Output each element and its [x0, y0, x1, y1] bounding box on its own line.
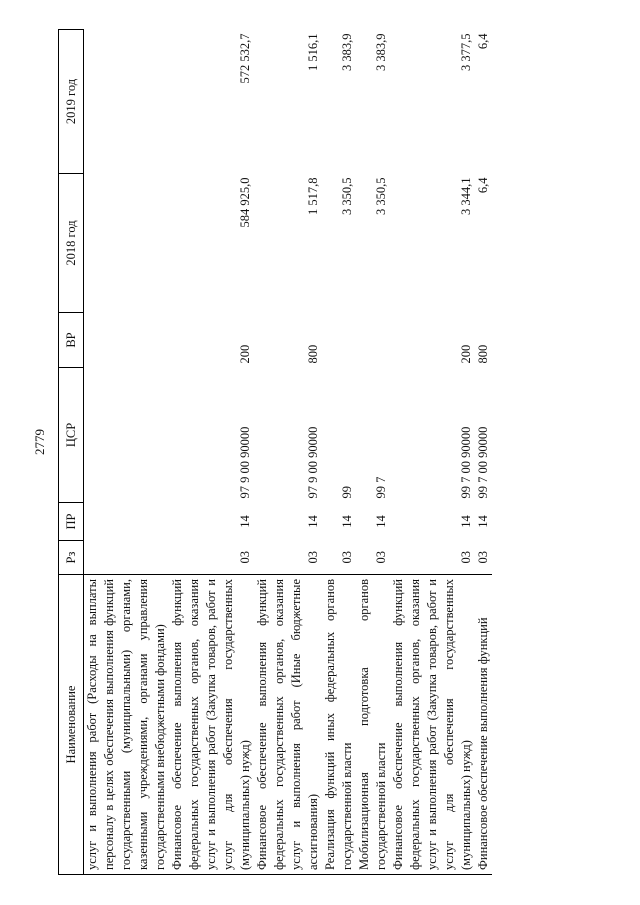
row-rz: 03	[306, 551, 320, 564]
row-csr	[84, 368, 170, 503]
row-rz: 03	[340, 551, 354, 564]
row-csr: 99 7	[374, 476, 388, 499]
row-2018: 6,4	[476, 177, 490, 194]
table-row	[356, 30, 390, 875]
row-pr: 14	[476, 515, 490, 528]
row-2019: 3 377,5	[459, 33, 473, 71]
header-csr: ЦСР	[59, 368, 84, 503]
row-2019: 3 383,9	[340, 33, 354, 71]
row-csr: 99 7 00 90000	[459, 426, 473, 499]
row-name: Финансовое обеспечение выполнения функций	[475, 575, 492, 875]
table-row	[254, 30, 322, 875]
row-vr: 200	[238, 344, 252, 364]
row-csr: 99 7 00 90000	[476, 426, 490, 499]
row-pr: 14	[306, 515, 320, 528]
header-2019: 2019 год	[59, 30, 84, 174]
row-pr: 14	[340, 515, 354, 528]
page-number: 2779	[32, 429, 47, 455]
row-pr: 14	[459, 515, 473, 528]
table-row	[84, 30, 170, 875]
row-2019	[84, 30, 170, 174]
header-pr: ПР	[59, 503, 84, 541]
row-pr	[84, 503, 170, 541]
row-2018: 3 350,5	[340, 177, 354, 215]
row-pr: 14	[374, 515, 388, 528]
row-rz: 03	[374, 551, 388, 564]
row-2019: 6,4	[476, 33, 490, 50]
header-2018: 2018 год	[59, 174, 84, 313]
row-vr	[356, 313, 390, 368]
row-2018: 3 344,1	[459, 177, 473, 215]
table-row	[169, 30, 254, 875]
row-csr: 99	[340, 486, 354, 499]
row-rz	[84, 541, 170, 575]
row-vr: 800	[306, 344, 320, 364]
row-name: Мобилизационная подготовка органов государственной власти	[356, 575, 390, 875]
row-csr: 97 9 00 90000	[306, 426, 320, 499]
budget-table	[58, 29, 492, 875]
row-vr: 800	[476, 344, 490, 364]
row-rz: 03	[459, 551, 473, 564]
row-name: Финансовое обеспечение выполнения функций федеральных государственных органов, оказания услуг и выполнения работ (Закупка товаров, работ и услуг для обеспечения государственных (муниципальных) нужд)	[169, 575, 254, 875]
row-rz: 03	[238, 551, 252, 564]
row-rz: 03	[476, 551, 490, 564]
row-2019: 3 383,9	[374, 33, 388, 71]
row-vr: 200	[459, 344, 473, 364]
row-2019: 572 532,7	[238, 33, 252, 84]
table-row	[390, 30, 475, 875]
row-name: Реализация функций иных федеральных органов государственной власти	[322, 575, 356, 875]
row-2018: 584 925,0	[238, 177, 252, 228]
row-pr: 14	[238, 515, 252, 528]
table-row	[322, 30, 356, 875]
row-vr	[84, 313, 170, 368]
table-header	[59, 30, 84, 875]
row-csr: 97 9 00 90000	[238, 426, 252, 499]
row-2018: 3 350,5	[374, 177, 388, 215]
row-name: услуг и выполнения работ (Расходы на выплаты персоналу в целях обеспечения выполнения функций государственными (муниципальными) органами, казенными учреждениями, органами управления государственными внебюджетными фондами)	[84, 575, 170, 875]
row-2019: 1 516,1	[306, 33, 320, 71]
table-row	[475, 30, 492, 875]
header-vr: ВР	[59, 313, 84, 368]
row-2018	[84, 174, 170, 313]
header-name: Наименование	[59, 575, 84, 875]
header-rz: Рз	[59, 541, 84, 575]
row-2018: 1 517,8	[306, 177, 320, 215]
row-name: Финансовое обеспечение выполнения функций федеральных государственных органов, оказания услуг и выполнения работ (Иные бюджетные ассигнования)	[254, 575, 322, 875]
rotated-table-container	[58, 30, 598, 875]
row-name: Финансовое обеспечение выполнения функций федеральных государственных органов, оказания услуг и выполнения работ (Закупка товаров, работ и услуг для обеспечения государственных (муниципальных) нужд)	[390, 575, 475, 875]
row-vr	[322, 313, 356, 368]
